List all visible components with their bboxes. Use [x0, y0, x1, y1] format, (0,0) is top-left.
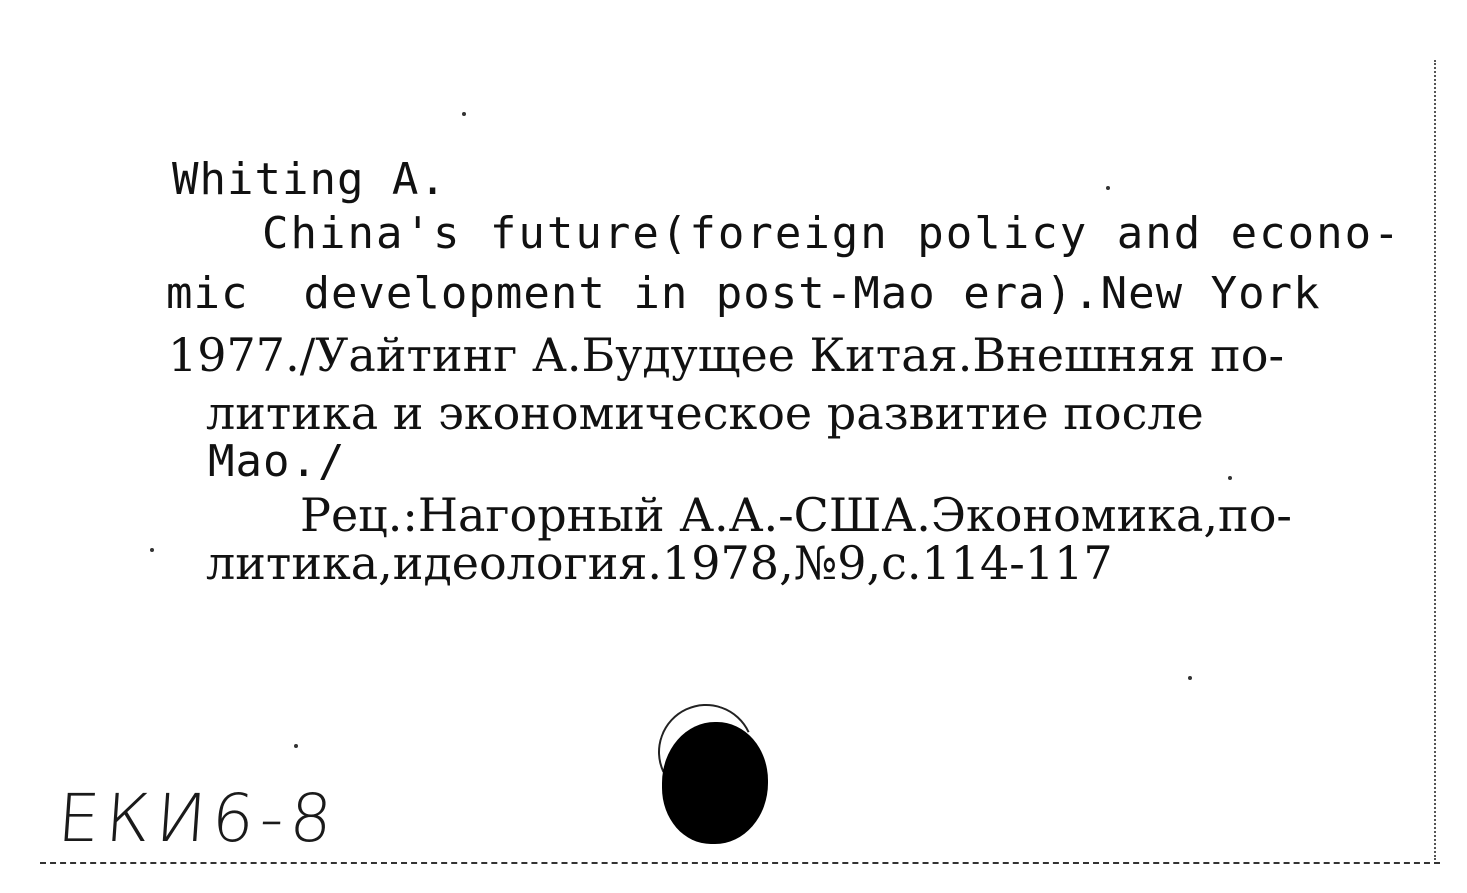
ink-speck	[1228, 476, 1232, 480]
ink-speck	[462, 112, 466, 116]
ink-speck	[150, 548, 154, 552]
title-line-2: mic development in post-Mao era).New York	[166, 268, 1321, 319]
punch-hole	[662, 722, 768, 844]
shelf-mark: ЕКИ6-8	[55, 780, 341, 857]
ink-speck	[1188, 676, 1192, 680]
translation-line-1: 1977./Уайтинг А.Будущее Китая.Внешняя по-	[168, 328, 1284, 382]
translation-line-2: литика и экономическое развитие после	[206, 386, 1204, 440]
ink-speck	[1106, 186, 1110, 190]
author-line: Whiting A.	[172, 154, 447, 205]
card-edge-line	[1434, 60, 1436, 860]
review-line-2: литика,идеология.1978,№9,с.114-117	[206, 536, 1113, 590]
review-line-1: Рец.:Нагорный А.А.-США.Экономика,по-	[300, 488, 1292, 542]
title-line-1: China's future(foreign policy and econo-	[262, 208, 1402, 259]
ink-speck	[294, 744, 298, 748]
card-bottom-edge	[40, 862, 1440, 864]
translation-line-3: Мао./	[208, 436, 346, 487]
